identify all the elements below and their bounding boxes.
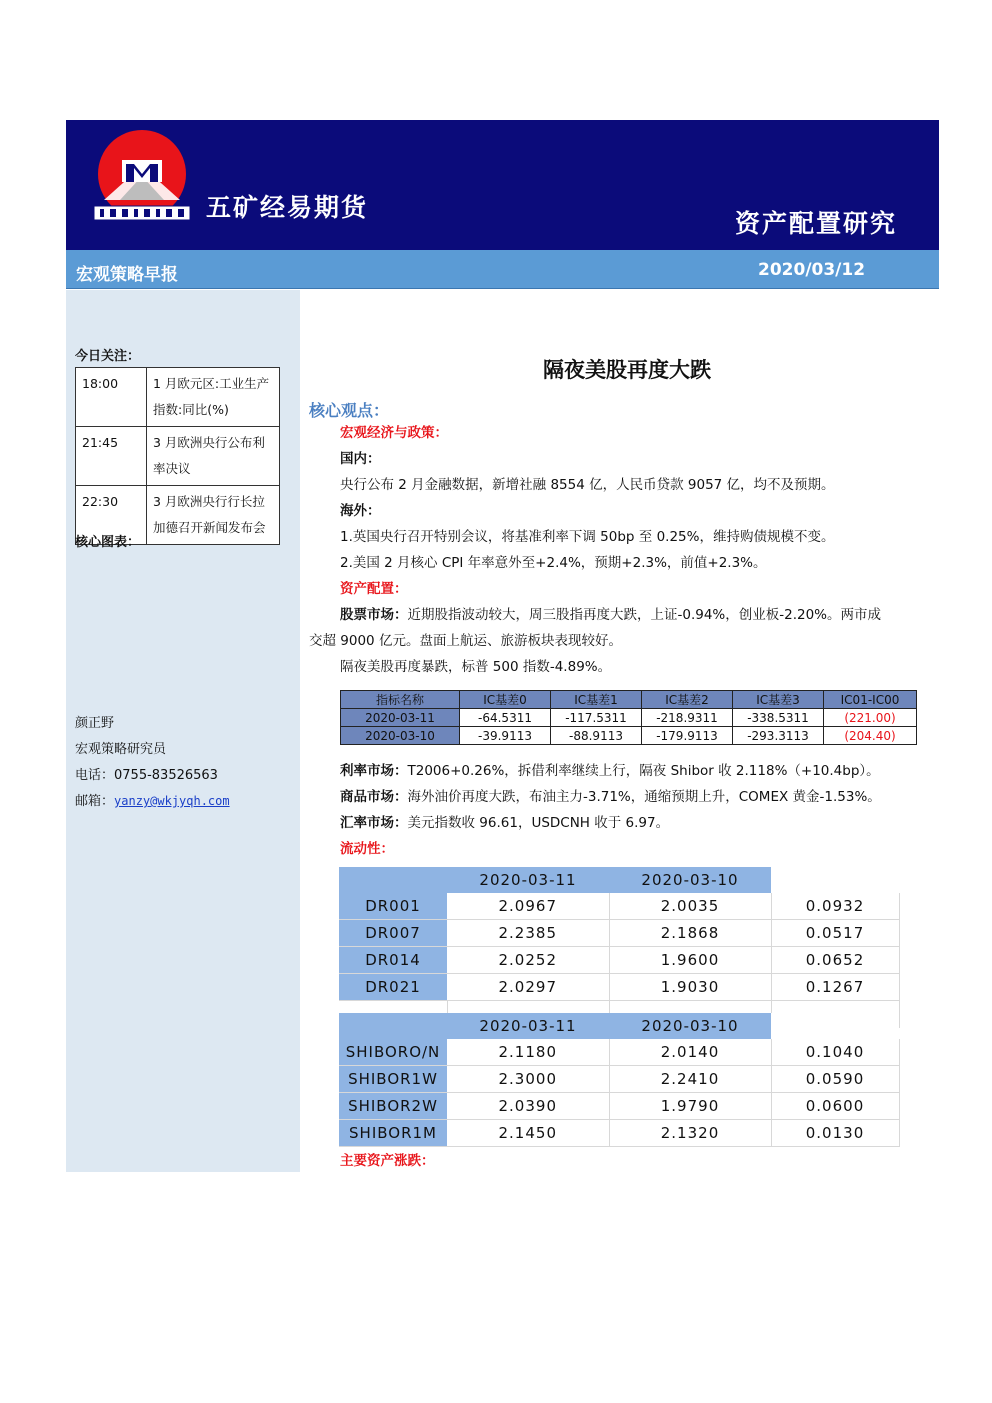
table-row [339, 947, 899, 974]
table-row [339, 1066, 899, 1093]
dr-header: 2020-03-10 [609, 867, 771, 893]
shibor-cell: 1.9790 [609, 1093, 771, 1120]
basis-header: IC基差2 [642, 691, 733, 709]
shibor-cell: 2.1320 [609, 1120, 771, 1147]
shibor-blank-header [771, 1013, 899, 1039]
shibor-cell: 2.3000 [447, 1066, 609, 1093]
report-type: 宏观策略早报 [76, 265, 178, 285]
macro-heading: 宏观经济与政策： [340, 425, 448, 441]
domestic-heading: 国内： [340, 451, 381, 467]
rate-label: 利率市场： [340, 763, 408, 779]
shibor-cell: 0.0590 [771, 1066, 899, 1093]
dr-label: DR001 [339, 893, 447, 920]
basis-header: IC基差1 [551, 691, 642, 709]
schedule-event: 3 月欧洲央行公布利率决议 [147, 427, 280, 486]
dr-cell: 2.0967 [447, 893, 609, 920]
basis-header: IC基差3 [733, 691, 824, 709]
dr-cell: 1.9030 [609, 974, 771, 1001]
shibor-rate-table [339, 1013, 900, 1147]
dr-corner [339, 867, 447, 893]
table-row [339, 1093, 899, 1120]
table-row [339, 1039, 899, 1066]
basis-table [340, 690, 917, 745]
schedule-time: 18:00 [76, 368, 147, 427]
dr-cell: 1.9600 [609, 947, 771, 974]
major-assets-heading: 主要资产涨跌： [340, 1153, 435, 1169]
schedule-table [75, 367, 280, 545]
dr-blank-header [771, 867, 899, 893]
dr-cell: 0.0932 [771, 893, 899, 920]
shibor-header: 2020-03-10 [609, 1013, 771, 1039]
basis-spread: (204.40) [824, 727, 917, 745]
overseas-heading: 海外： [340, 503, 381, 519]
table-row [341, 727, 917, 745]
schedule-row [76, 368, 280, 427]
rate-paragraph [340, 758, 880, 784]
core-charts-heading: 核心图表： [75, 535, 141, 550]
author-title: 宏观策略研究员 [75, 742, 167, 757]
author-email [75, 790, 230, 809]
dr-label: DR007 [339, 920, 447, 947]
author-phone: 电话：0755-83526563 [75, 768, 218, 783]
overseas-item: 1.英国央行召开特别会议，将基准利率下调 50bp 至 0.25%，维持购债规模不变。 [340, 529, 835, 545]
basis-cell: -179.9113 [642, 727, 733, 745]
table-row [339, 974, 899, 1001]
dr-cell: 0.1267 [771, 974, 899, 1001]
email-link[interactable]: yanzy@wkjyqh.com [114, 794, 230, 808]
dr-cell: 0.0517 [771, 920, 899, 947]
shibor-cell: 2.2410 [609, 1066, 771, 1093]
table-row [339, 1120, 899, 1147]
overseas-item: 2.美国 2 月核心 CPI 年率意外至+2.4%，预期+2.3%，前值+2.3%。 [340, 555, 767, 571]
fx-text: 美元指数收 96.61，USDCNH 收于 6.97。 [407, 815, 670, 831]
shibor-label: SHIBORO/N [339, 1039, 447, 1066]
dr-cell: 2.0035 [609, 893, 771, 920]
basis-spread: (221.00) [824, 709, 917, 727]
dr-cell: 2.1868 [609, 920, 771, 947]
report-date: 2020/03/12 [758, 260, 866, 280]
basis-cell: -338.5311 [733, 709, 824, 727]
dr-rate-table [339, 867, 900, 1028]
schedule-time: 22:30 [76, 486, 147, 545]
shibor-cell: 0.0600 [771, 1093, 899, 1120]
fx-label: 汇率市场： [340, 815, 408, 831]
dr-label: DR021 [339, 974, 447, 1001]
shibor-cell: 2.0390 [447, 1093, 609, 1120]
table-row [341, 709, 917, 727]
author-name: 颜正野 [75, 716, 115, 731]
shibor-cell: 2.1450 [447, 1120, 609, 1147]
basis-cell: -218.9311 [642, 709, 733, 727]
basis-date: 2020-03-10 [341, 727, 460, 745]
page-title: 隔夜美股再度大跌 [543, 358, 711, 382]
commodity-paragraph [340, 784, 881, 810]
commodity-text: 海外油价再度大跌，布油主力-3.71%，通缩预期上升，COMEX 黄金-1.53%。 [407, 789, 881, 805]
rate-text: T2006+0.26%，拆借利率继续上行，隔夜 Shibor 收 2.118%（+10.4bp）。 [407, 763, 880, 779]
basis-date: 2020-03-11 [341, 709, 460, 727]
stock-paragraph [340, 602, 881, 628]
shibor-cell: 0.0130 [771, 1120, 899, 1147]
basis-cell: -39.9113 [460, 727, 551, 745]
shibor-header: 2020-03-11 [447, 1013, 609, 1039]
shibor-label: SHIBOR1W [339, 1066, 447, 1093]
table-row [339, 920, 899, 947]
dr-cell: 2.0252 [447, 947, 609, 974]
shibor-cell: 0.1040 [771, 1039, 899, 1066]
dr-label: DR014 [339, 947, 447, 974]
shibor-corner [339, 1013, 447, 1039]
stock-label: 股票市场： [340, 607, 408, 623]
company-name: 五矿经易期货 [206, 193, 369, 222]
schedule-event: 1 月欧元区:工业生产指数:同比(%) [147, 368, 280, 427]
us-stock-text: 隔夜美股再度暴跌，标普 500 指数-4.89%。 [340, 659, 612, 675]
schedule-row [76, 427, 280, 486]
table-row [339, 893, 899, 920]
section-title: 资产配置研究 [735, 209, 898, 238]
basis-header: IC01-IC00 [824, 691, 917, 709]
dr-cell: 2.0297 [447, 974, 609, 1001]
schedule-time: 21:45 [76, 427, 147, 486]
shibor-cell: 2.1180 [447, 1039, 609, 1066]
shibor-cell: 2.0140 [609, 1039, 771, 1066]
dr-cell: 2.2385 [447, 920, 609, 947]
basis-header: IC基差0 [460, 691, 551, 709]
basis-cell: -293.3113 [733, 727, 824, 745]
basis-cell: -88.9113 [551, 727, 642, 745]
schedule-event: 3 月欧洲央行行长拉加德召开新闻发布会 [147, 486, 280, 545]
fx-paragraph [340, 810, 669, 836]
domestic-text: 央行公布 2 月金融数据，新增社融 8554 亿，人民币贷款 9057 亿，均不及预期。 [340, 477, 835, 493]
commodity-label: 商品市场： [340, 789, 408, 805]
today-focus-heading: 今日关注： [75, 349, 141, 364]
email-label: 邮箱： [75, 794, 115, 809]
core-view-heading: 核心观点： [309, 401, 390, 420]
shibor-label: SHIBOR2W [339, 1093, 447, 1120]
liquidity-heading: 流动性： [340, 841, 394, 857]
minmetals-logo [90, 130, 194, 224]
basis-header: 指标名称 [341, 691, 460, 709]
dr-cell: 0.0652 [771, 947, 899, 974]
asset-heading: 资产配置： [340, 581, 408, 597]
dr-header: 2020-03-11 [447, 867, 609, 893]
basis-cell: -117.5311 [551, 709, 642, 727]
stock-text: 近期股指波动较大，周三股指再度大跌，上证-0.94%，创业板-2.20%。两市成 [407, 607, 882, 623]
basis-cell: -64.5311 [460, 709, 551, 727]
shibor-label: SHIBOR1M [339, 1120, 447, 1147]
stock-text-cont: 交超 9000 亿元。盘面上航运、旅游板块表现较好。 [309, 633, 622, 649]
